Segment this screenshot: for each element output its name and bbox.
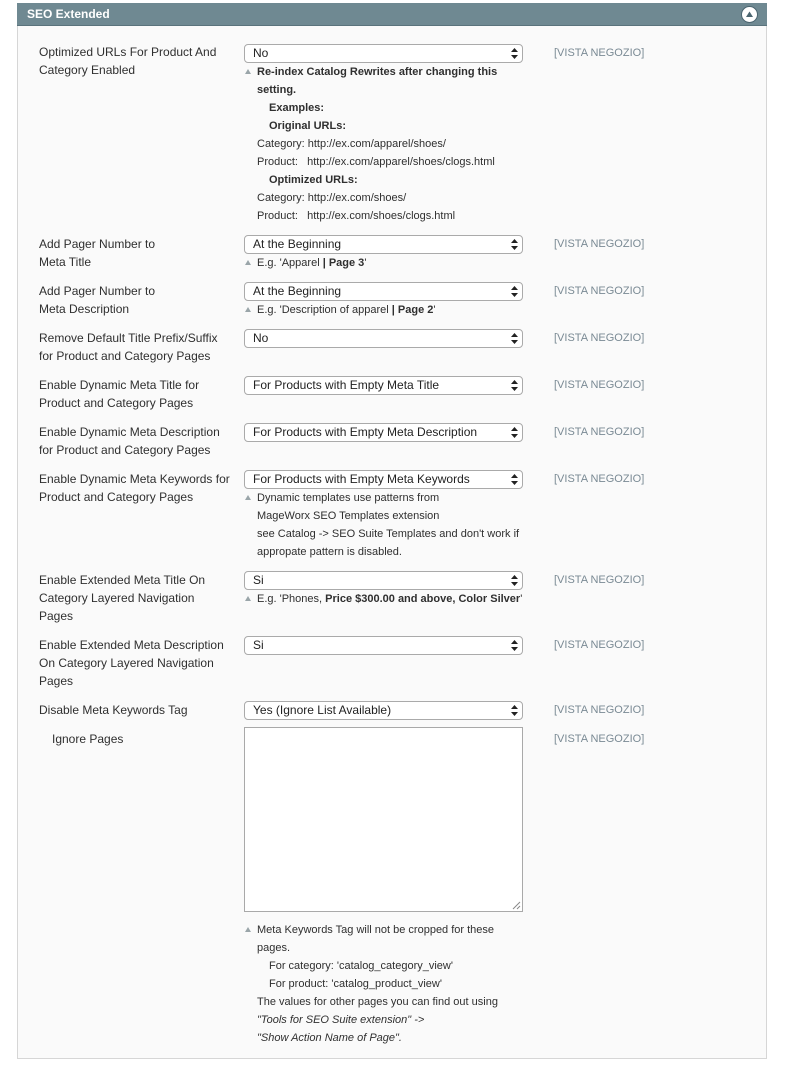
field-label-optimized-urls: Optimized URLs For Product And Category Enabled bbox=[39, 45, 217, 77]
note-line: Meta Keywords Tag will not be cropped for these bbox=[257, 924, 495, 936]
note-pager-meta-description bbox=[244, 301, 534, 319]
panel-header[interactable] bbox=[17, 3, 767, 26]
note-text: ' bbox=[433, 304, 436, 316]
note-text: E.g. 'Description of apparel bbox=[257, 304, 392, 316]
ignore-pages-textarea[interactable] bbox=[244, 727, 523, 912]
field-label-pager-meta-description: Add Pager Number to Meta Description bbox=[39, 284, 156, 316]
note-ignore-pages bbox=[244, 921, 534, 1047]
note-line: Original URLs: bbox=[269, 120, 347, 132]
field-label-dynamic-meta-description: Enable Dynamic Meta Description for Product and Category Pages bbox=[39, 425, 220, 457]
note-text: E.g. 'Apparel bbox=[257, 257, 323, 269]
note-line: Product: http://ex.com/shoes/clogs.html bbox=[257, 210, 456, 222]
select-arrows-icon bbox=[511, 705, 518, 716]
note-triangle-icon bbox=[245, 260, 251, 265]
note-line: Category: http://ex.com/shoes/ bbox=[257, 192, 407, 204]
note-triangle-icon bbox=[245, 927, 251, 932]
note-dynamic-meta-keywords bbox=[244, 489, 534, 561]
note-line: appropate pattern is disabled. bbox=[257, 546, 402, 558]
note-optimized-urls bbox=[244, 63, 534, 225]
dynamic-meta-description-select[interactable] bbox=[244, 423, 523, 442]
dynamic-meta-keywords-select[interactable] bbox=[244, 470, 523, 489]
note-line: MageWorx SEO Templates extension bbox=[257, 510, 440, 522]
scope-label: [VISTA NEGOZIO] bbox=[554, 238, 645, 250]
note-pager-meta-title bbox=[244, 254, 534, 272]
select-arrows-icon bbox=[511, 474, 518, 485]
select-value: For Products with Empty Meta Description bbox=[253, 425, 478, 439]
note-extended-meta-title bbox=[244, 590, 534, 608]
optimized-urls-select[interactable] bbox=[244, 44, 523, 63]
note-line: Re-index Catalog Rewrites after changing this bbox=[257, 66, 498, 78]
dynamic-meta-title-select[interactable] bbox=[244, 376, 523, 395]
scope-label: [VISTA NEGOZIO] bbox=[554, 47, 645, 59]
select-arrows-icon bbox=[511, 239, 518, 250]
scope-label: [VISTA NEGOZIO] bbox=[554, 639, 645, 651]
extended-meta-description-select[interactable] bbox=[244, 636, 523, 655]
note-triangle-icon bbox=[245, 307, 251, 312]
field-label-dynamic-meta-title: Enable Dynamic Meta Title for Product and Category Pages bbox=[39, 378, 200, 410]
select-value: At the Beginning bbox=[253, 284, 342, 298]
note-triangle-icon bbox=[245, 495, 251, 500]
panel-title: SEO Extended bbox=[27, 7, 110, 21]
note-bold-text: | Page 2 bbox=[391, 304, 434, 316]
scope-label: [VISTA NEGOZIO] bbox=[554, 704, 645, 716]
extended-meta-title-select[interactable] bbox=[244, 571, 523, 590]
disable-meta-keywords-select[interactable] bbox=[244, 701, 523, 720]
scope-label: [VISTA NEGOZIO] bbox=[554, 332, 645, 344]
seo-extended-panel bbox=[17, 3, 767, 1059]
field-label-pager-meta-title: Add Pager Number to Meta Title bbox=[39, 237, 156, 269]
note-line: Examples: bbox=[269, 102, 325, 114]
field-label-remove-title-prefix: Remove Default Title Prefix/Suffix for Product and Category Pages bbox=[39, 331, 218, 363]
select-value: For Products with Empty Meta Title bbox=[253, 378, 440, 392]
field-label-disable-meta-keywords: Disable Meta Keywords Tag bbox=[39, 703, 188, 717]
scope-label: [VISTA NEGOZIO] bbox=[554, 379, 645, 391]
chevron-up-icon bbox=[745, 10, 754, 19]
select-arrows-icon bbox=[511, 286, 518, 297]
scope-label: [VISTA NEGOZIO] bbox=[554, 426, 645, 438]
select-value: Yes (Ignore List Available) bbox=[253, 703, 392, 717]
resize-grip-icon[interactable] bbox=[512, 901, 521, 910]
select-arrows-icon bbox=[511, 380, 518, 391]
note-line: Dynamic templates use patterns from bbox=[257, 492, 440, 504]
note-bold-text: | Page 3 bbox=[322, 257, 365, 269]
note-line: The values for other pages you can find out using bbox=[257, 996, 498, 1008]
panel-body bbox=[17, 26, 767, 1059]
note-text: ' bbox=[364, 257, 367, 269]
select-value: Si bbox=[253, 573, 264, 587]
select-value: At the Beginning bbox=[253, 237, 342, 251]
note-text: ' bbox=[520, 593, 523, 605]
note-line: setting. bbox=[257, 84, 297, 96]
remove-title-prefix-select[interactable] bbox=[244, 329, 523, 348]
field-label-ignore-pages: Ignore Pages bbox=[52, 732, 124, 746]
note-line: "Show Action Name of Page". bbox=[257, 1032, 402, 1044]
collapse-button[interactable] bbox=[741, 6, 758, 23]
scope-label: [VISTA NEGOZIO] bbox=[554, 473, 645, 485]
scope-label: [VISTA NEGOZIO] bbox=[554, 733, 645, 745]
select-arrows-icon bbox=[511, 48, 518, 59]
select-arrows-icon bbox=[511, 640, 518, 651]
scope-label: [VISTA NEGOZIO] bbox=[554, 285, 645, 297]
select-arrows-icon bbox=[511, 333, 518, 344]
note-triangle-icon bbox=[245, 596, 251, 601]
note-line: Product: http://ex.com/apparel/shoes/clogs.html bbox=[257, 156, 495, 168]
select-value: Si bbox=[253, 638, 264, 652]
note-line: For product: 'catalog_product_view' bbox=[269, 978, 442, 990]
select-value: No bbox=[253, 331, 269, 345]
select-value: No bbox=[253, 46, 269, 60]
select-arrows-icon bbox=[511, 575, 518, 586]
note-line: Category: http://ex.com/apparel/shoes/ bbox=[257, 138, 446, 150]
note-triangle-icon bbox=[245, 69, 251, 74]
field-label-extended-meta-description: Enable Extended Meta Description On Category Layered Navigation Pages bbox=[39, 638, 224, 688]
note-text: E.g. 'Phones, bbox=[257, 593, 326, 605]
note-line: "Tools for SEO Suite extension" -> bbox=[257, 1014, 425, 1026]
select-value: For Products with Empty Meta Keywords bbox=[253, 472, 470, 486]
field-label-extended-meta-title: Enable Extended Meta Title On Category Layered Navigation Pages bbox=[39, 573, 206, 623]
note-line: see Catalog -> SEO Suite Templates and don't work if bbox=[257, 528, 520, 540]
note-line: Optimized URLs: bbox=[269, 174, 358, 186]
note-line: For category: 'catalog_category_view' bbox=[269, 960, 453, 972]
note-line: pages. bbox=[257, 942, 291, 954]
scope-label: [VISTA NEGOZIO] bbox=[554, 574, 645, 586]
pager-meta-description-select[interactable] bbox=[244, 282, 523, 301]
note-bold-text: Price $300.00 and above, Color Silver bbox=[325, 593, 521, 605]
field-label-dynamic-meta-keywords: Enable Dynamic Meta Keywords for Product and Category Pages bbox=[39, 472, 230, 504]
pager-meta-title-select[interactable] bbox=[244, 235, 523, 254]
select-arrows-icon bbox=[511, 427, 518, 438]
